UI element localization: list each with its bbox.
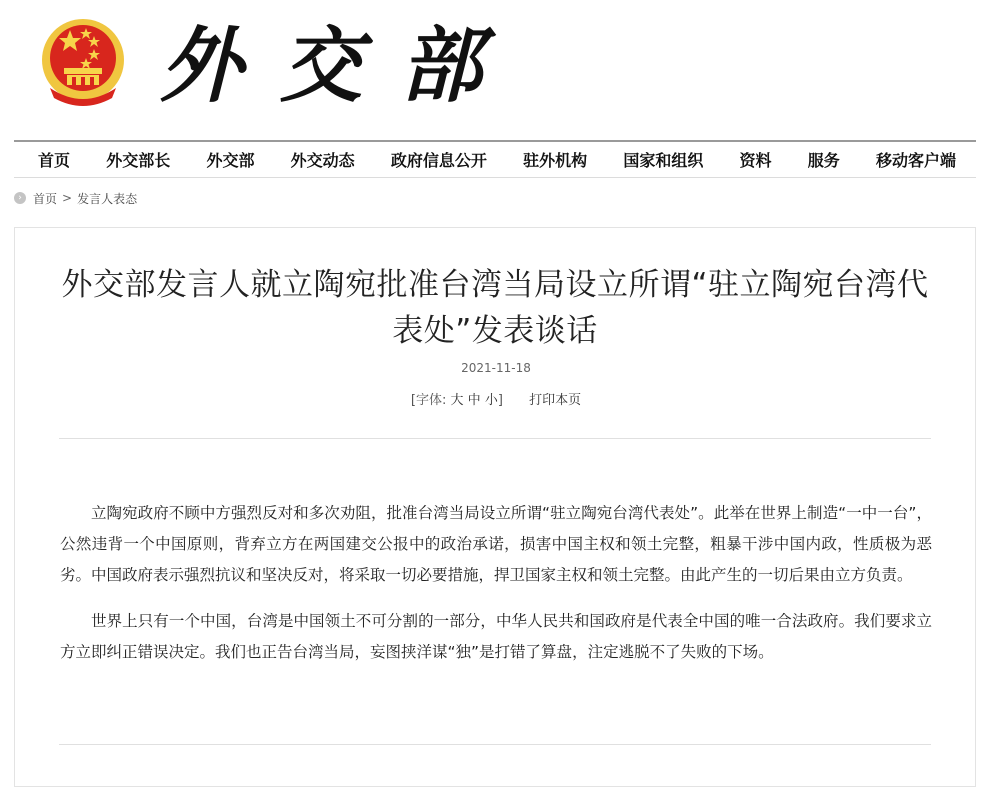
article-footer-divider xyxy=(59,744,931,745)
article-date: 2021-11-18 xyxy=(461,361,531,375)
font-size-label: [字体: xyxy=(410,393,447,408)
nav-item-mobile-client[interactable]: 移动客户端 xyxy=(875,151,956,170)
article-tools xyxy=(15,389,977,408)
breadcrumb-current-link[interactable]: 发言人表态 xyxy=(77,191,138,206)
nav-item-services[interactable]: 服务 xyxy=(807,151,840,170)
nav-item-resources[interactable]: 资料 xyxy=(739,151,772,170)
site-logo-calligraphy[interactable]: 外交部 xyxy=(160,18,520,114)
font-size-control xyxy=(411,393,507,408)
article-header-divider xyxy=(59,438,931,439)
location-icon: › xyxy=(14,192,26,204)
font-size-medium-button[interactable]: 中 xyxy=(467,393,481,408)
nav-item-diplomatic-news[interactable]: 外交动态 xyxy=(290,151,355,170)
article-paragraph: 立陶宛政府不顾中方强烈反对和多次劝阻，批准台湾当局设立所谓“驻立陶宛台湾代表处”。此举在世界上制造“一中一台”，公然违背一个中国原则，背弃立方在两国建交公报中的政治承诺，损害中国主权和领土完整，粗暴干涉中国内政，性质极为恶劣。中国政府表示强烈抗议和坚决反对，将采取一切必要措施，捍卫国家主权和领土完整。由此产生的一切后果由立方负责。 xyxy=(60,504,932,584)
font-size-small-button[interactable]: 小 xyxy=(484,393,498,408)
main-nav xyxy=(14,140,976,178)
article-paragraph: 世界上只有一个中国，台湾是中国领土不可分割的一部分，中华人民共和国政府是代表全中国的唯一合法政府。我们要求立方立即纠正错误决定。我们也正告台湾当局，妄图挟洋谋“独”是打错了算盘，注定逃脱不了失败的下场。 xyxy=(60,612,932,661)
nav-item-government-info[interactable]: 政府信息公开 xyxy=(390,151,487,170)
article-body xyxy=(60,498,932,683)
article-title: 外交部发言人就立陶宛批准台湾当局设立所谓“驻立陶宛台湾代表处”发表谈话 xyxy=(61,267,929,349)
font-size-large-button[interactable]: 大 xyxy=(450,393,464,408)
nav-item-missions-abroad[interactable]: 驻外机构 xyxy=(523,151,588,170)
print-page-button[interactable]: 打印本页 xyxy=(529,393,582,408)
breadcrumb-separator: > xyxy=(62,191,73,205)
breadcrumb xyxy=(14,188,137,208)
font-size-close-bracket: ] xyxy=(497,393,503,408)
site-header xyxy=(0,0,988,140)
nav-item-foreign-minister[interactable]: 外交部长 xyxy=(106,151,171,170)
nav-item-countries-organizations[interactable]: 国家和组织 xyxy=(623,151,704,170)
nav-item-ministry[interactable]: 外交部 xyxy=(206,151,255,170)
national-emblem-icon[interactable] xyxy=(40,18,126,106)
breadcrumb-home-link[interactable]: 首页 xyxy=(33,191,58,206)
article-container xyxy=(14,227,976,787)
nav-item-home[interactable]: 首页 xyxy=(38,151,71,170)
